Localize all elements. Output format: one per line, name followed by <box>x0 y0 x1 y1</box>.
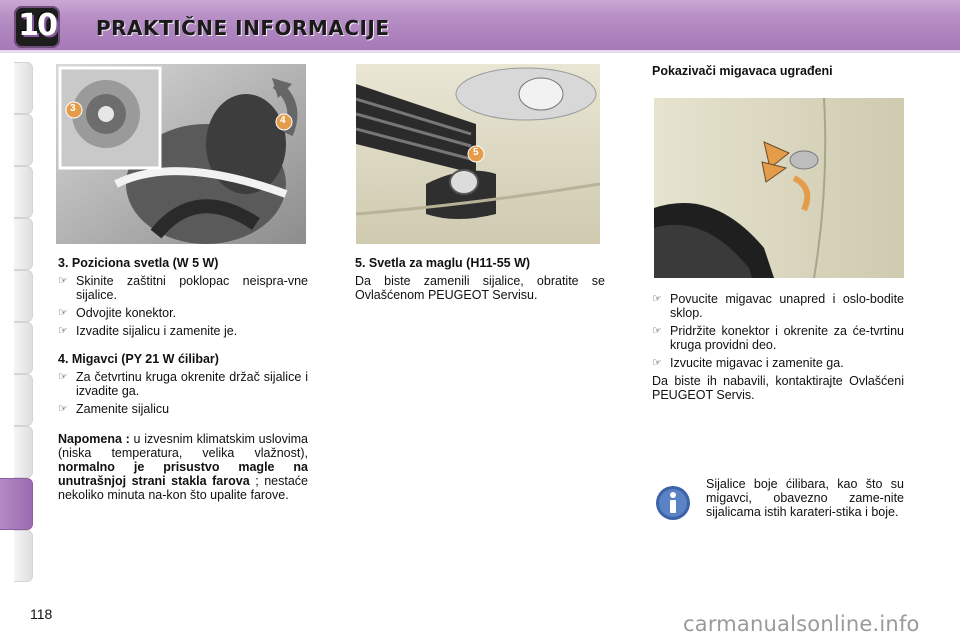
pointing-hand-icon: ☞ <box>652 357 662 369</box>
chapter-tab-8[interactable] <box>14 426 33 478</box>
chapter-tab-3[interactable] <box>14 166 33 218</box>
side-indicator-photo <box>654 98 904 278</box>
list-item: ☞ Izvucite migavac i zamenite ga. <box>652 356 844 370</box>
section-5-text: Da biste zamenili sijalice, obratite se Ovlašćenom PEUGEOT Servisu. <box>355 274 605 302</box>
chapter-number: 10 <box>18 8 56 43</box>
section-4-heading: 4. Migavci (PY 21 W ćilibar) <box>58 352 219 366</box>
list-item: ☞ Pridržite konektor i okrenite za će-tvrtinu kruga providni deo. <box>652 324 904 352</box>
chapter-tab-4[interactable] <box>14 218 33 270</box>
info-icon <box>655 485 691 521</box>
chapter-tab-6[interactable] <box>14 322 33 374</box>
chapter-tabs <box>0 62 34 577</box>
indicators-heading: Pokazivači migavaca ugrađeni <box>652 64 833 78</box>
pointing-hand-icon: ☞ <box>652 325 662 337</box>
chapter-tab-5[interactable] <box>14 270 33 322</box>
page-title: PRAKTIČNE INFORMACIJE <box>96 16 390 40</box>
front-bumper-photo <box>356 64 600 244</box>
chapter-tab-10-active[interactable] <box>0 478 33 530</box>
middle-column <box>355 256 605 302</box>
chapter-tab-2[interactable] <box>14 114 33 166</box>
pointing-hand-icon: ☞ <box>58 325 68 337</box>
chapter-tab-1[interactable] <box>14 62 33 114</box>
chapter-tab-11[interactable] <box>14 530 33 582</box>
pointing-hand-icon: ☞ <box>58 371 68 383</box>
right-column <box>652 292 904 402</box>
list-item: ☞ Za četvrtinu kruga okrenite držač sijalice i izvadite ga. <box>58 370 308 398</box>
pointing-hand-icon: ☞ <box>58 307 68 319</box>
list-item: ☞ Izvadite sijalicu i zamenite je. <box>58 324 238 338</box>
note-label: Napomena : <box>58 432 130 446</box>
list-item: ☞ Povucite migavac unapred i oslo-bodite sklop. <box>652 292 904 320</box>
info-text: Sijalice boje ćilibara, kao što su migavci, obavezno zame-nite sijalicama istih karateri-stika i boje. <box>706 477 904 519</box>
chapter-tab-7[interactable] <box>14 374 33 426</box>
section-3-heading: 3. Poziciona svetla (W 5 W) <box>58 256 219 270</box>
callout-5: 5 <box>473 147 479 158</box>
left-column <box>58 256 308 502</box>
engine-bay-photo <box>56 64 306 244</box>
callout-4: 4 <box>280 115 286 126</box>
note-paragraph: Napomena : u izvesnim klimatskim uslovima (niska temperatura, velika vlažnost), normalno je prisustvo magle na unutrašnjoj strani stakla farova ; nestaće nekoliko minuta na-kon što upalite farove. <box>58 432 308 502</box>
header-divider <box>0 50 960 53</box>
page-number: 118 <box>30 606 53 622</box>
list-item: ☞ Zamenite sijalicu <box>58 402 170 416</box>
indicators-text: Da biste ih nabavili, kontaktirajte Ovlašćeni PEUGEOT Servis. <box>652 374 904 402</box>
list-item: ☞ Skinite zaštitni poklopac neispra-vne sijalice. <box>58 274 308 302</box>
section-5-heading: 5. Svetla za maglu (H11-55 W) <box>355 256 531 270</box>
pointing-hand-icon: ☞ <box>58 275 68 287</box>
pointing-hand-icon: ☞ <box>58 403 68 415</box>
pointing-hand-icon: ☞ <box>652 293 662 305</box>
watermark: carmanualsonline.info <box>683 612 920 636</box>
callout-3: 3 <box>70 103 76 114</box>
list-item: ☞ Odvojite konektor. <box>58 306 177 320</box>
note-emphasis: normalno je prisustvo magle na unutrašnjoj strani stakla farova <box>58 460 308 488</box>
